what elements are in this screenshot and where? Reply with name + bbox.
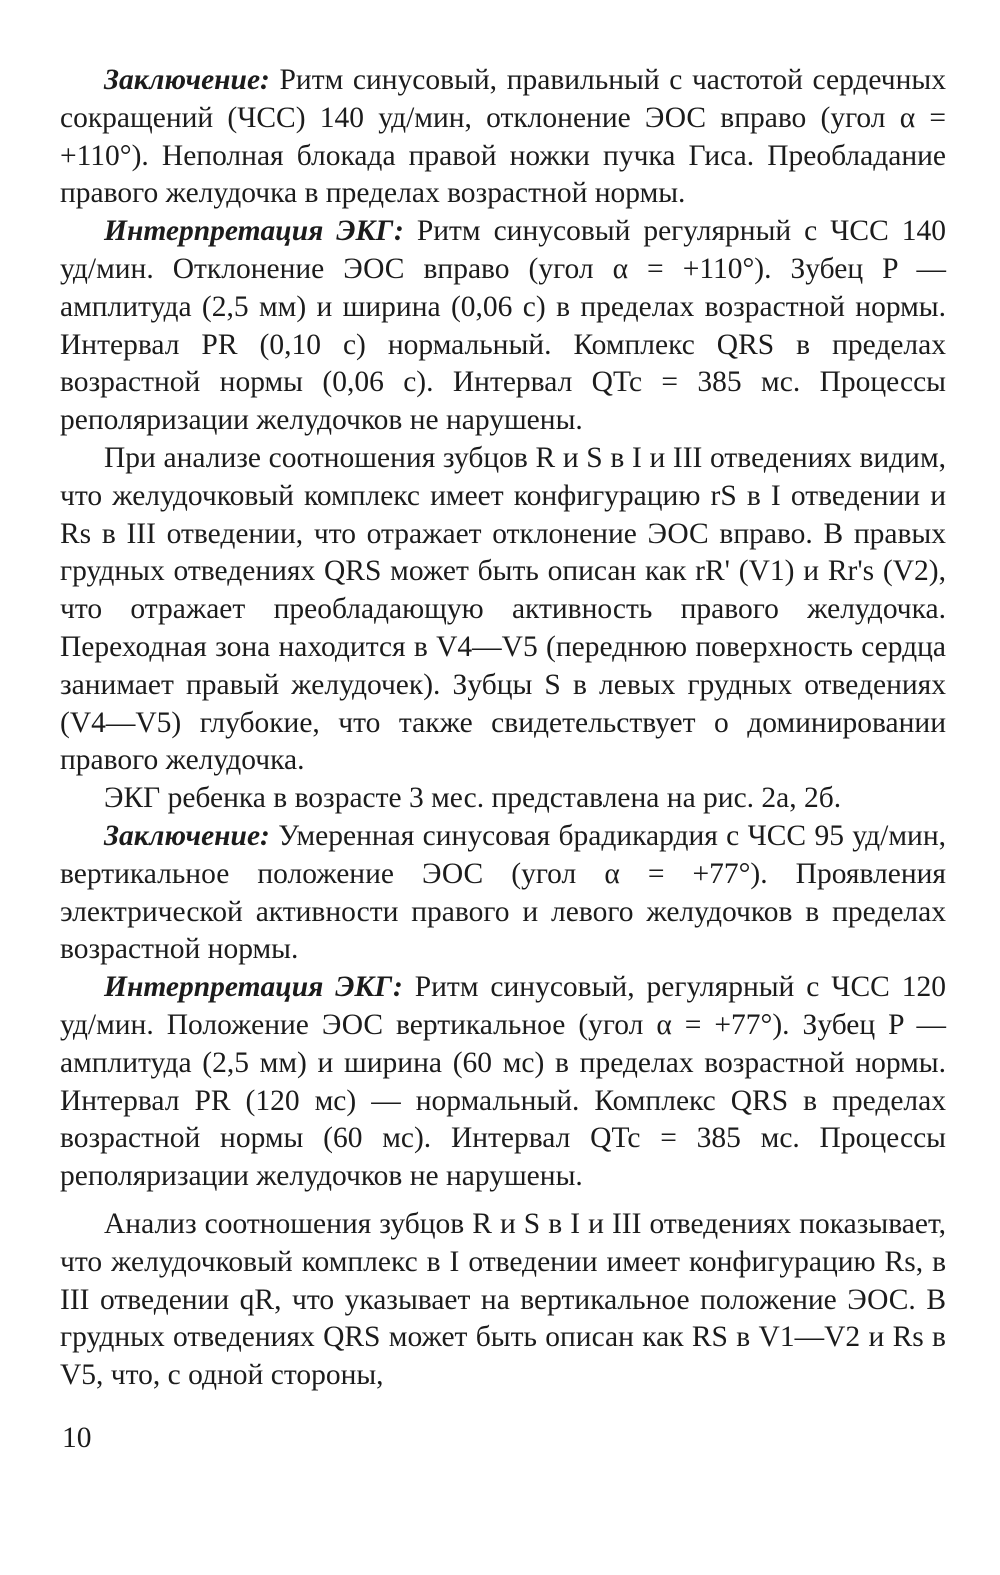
- interpretation-text: Ритм синусовый, регулярный с ЧСС 120 уд/мин. Положение ЭОС вертикальное (угол α = +77°). Зубец P — амплитуда (2,5 мм) и ширина (60 мс) в пределах возрастной нормы. Интервал PR (120 мс) — нормальный. Комплекс QRS в пределах возрастной нормы (60 мс). Интервал QTc = 385 мс. Процессы реполяризации желудочков не нарушены.: [60, 971, 946, 1193]
- conclusion-heading: Заключение:: [104, 819, 270, 852]
- analysis-paragraph-1: [60, 440, 946, 780]
- conclusion-text: Ритм синусовый, правильный с частотой сердечных сокращений (ЧСС) 140 уд/мин, отклонение ЭОС вправо (угол α = +110°). Неполная блокада правой ножки пучка Гиса. Преобладание правого желудочка в пределах возрастной нормы.: [60, 64, 946, 210]
- page-number: 10: [62, 1422, 92, 1454]
- conclusion-heading: Заключение:: [104, 64, 270, 96]
- analysis-paragraph-2: [60, 1206, 946, 1395]
- conclusion-text: Умеренная синусовая брадикардия с ЧСС 95 уд/мин, вертикальное положение ЭОС (угол α = +77°). Проявления электрической активности правого и левого желудочков в пределах возрастной нормы.: [60, 819, 946, 966]
- figure-reference-paragraph: [60, 780, 946, 818]
- interpretation-heading: Интерпретация ЭКГ:: [104, 215, 404, 248]
- interpretation-text: Ритм синусовый регулярный с ЧСС 140 уд/мин. Отклонение ЭОС вправо (угол α = +110°). Зубец P — амплитуда (2,5 мм) и ширина (0,06 с) в пределах возрастной нормы. Интервал PR (0,10 с) нормальный. Комплекс QRS в пределах возрастной нормы (0,06 с). Интервал QTc = 385 мс. Процессы реполяризации желудочков не нарушены.: [60, 215, 946, 437]
- interpretation-paragraph-1: [60, 213, 946, 440]
- analysis-text: При анализе соотношения зубцов R и S в I и III отведениях видим, что желудочковый комплекс имеет конфигурацию rS в I отведении и Rs в III отведении, что отражает отклонение ЭОС вправо. В правых грудных отведениях QRS может быть описан как rR' (V1) и Rr's (V2), что отражает преобладающую активность правого желудочка. Переходная зона находится в V4—V5 (переднюю поверхность сердца занимает правый желудочек). Зубцы S в левых грудных отведениях (V4—V5) глубокие, что также свидетельствует о доминировании правого желудочка.: [60, 441, 946, 777]
- interpretation-paragraph-2: [60, 969, 946, 1196]
- conclusion-paragraph-1: [60, 62, 946, 213]
- interpretation-heading: Интерпретация ЭКГ:: [104, 971, 403, 1004]
- analysis-text: Анализ соотношения зубцов R и S в I и III отведениях показывает, что желудочковый комплекс в I отведении имеет конфигурацию Rs, в III отведении qR, что указывает на вертикальное положение ЭОС. В грудных отведениях QRS может быть описан как RS в V1—V2 и Rs в V5, что, с одной стороны,: [60, 1207, 946, 1392]
- figure-reference-text: ЭКГ ребенка в возрасте 3 мес. представлена на рис. 2а, 2б.: [104, 782, 842, 815]
- page-body: [60, 62, 946, 1395]
- conclusion-paragraph-2: [60, 818, 946, 969]
